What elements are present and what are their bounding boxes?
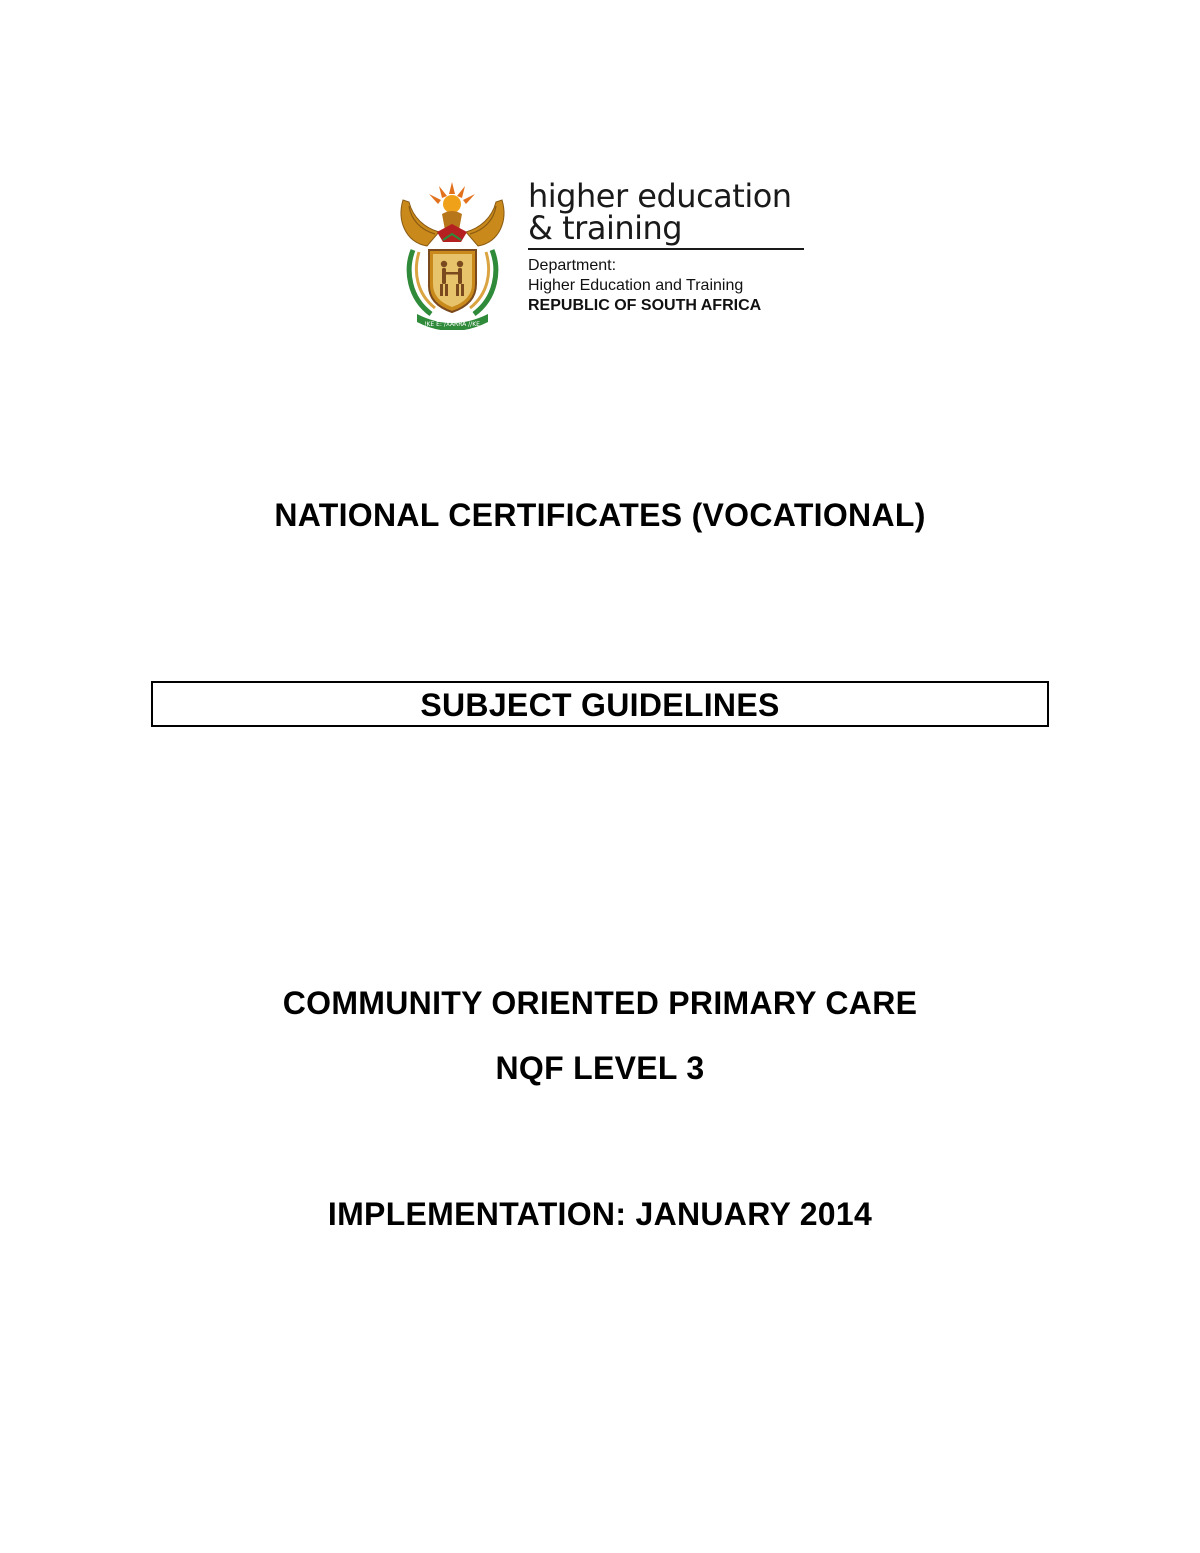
department-label: Department:	[528, 257, 617, 274]
department-info	[528, 256, 804, 316]
crest-motto: !KE E: /XARRA //KE	[424, 321, 480, 328]
subject-title: COMMUNITY ORIENTED PRIMARY CARE	[282, 985, 918, 1021]
brand-text	[528, 177, 804, 316]
brand-name-line2: & training	[528, 209, 683, 247]
document-type-box: SUBJECT GUIDELINES	[151, 681, 1049, 727]
country-name: REPUBLIC OF SOUTH AFRICA	[528, 297, 762, 314]
department-name: Higher Education and Training	[528, 277, 744, 294]
coat-of-arms-icon	[395, 180, 510, 330]
department-logo	[395, 177, 815, 330]
nqf-level: NQF LEVEL 3	[495, 1050, 705, 1086]
implementation-date: IMPLEMENTATION: JANUARY 2014	[327, 1196, 873, 1232]
brand-name-line1: higher education	[528, 177, 792, 215]
series-title: NATIONAL CERTIFICATES (VOCATIONAL)	[274, 497, 926, 533]
brand-divider	[528, 248, 804, 250]
